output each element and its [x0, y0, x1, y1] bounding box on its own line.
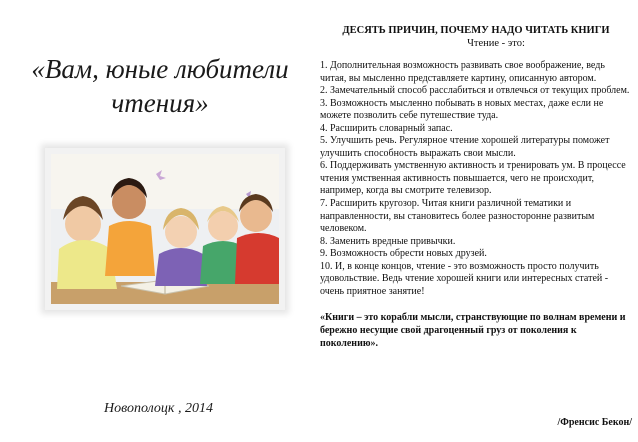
- reasons-subheading: Чтение - это:: [467, 38, 525, 49]
- reason-item: 6. Поддерживать умственную активность и тренировать ум. В процессе чтения умственная активность повышается, чего не происходит, например, когда вы смотрите телевизор.: [320, 160, 626, 197]
- bacon-quote: «Книги – это корабли мысли, странствующие по волнам времени и бережно несущие свой драгоценный груз от поколения к поколению».: [320, 312, 626, 350]
- reason-item: 4. Расширить словарный запас.: [320, 122, 453, 134]
- reason-item: 7. Расширить кругозор. Читая книги различной тематики и направленности, вы становитесь более разносторонне развитым человеком.: [320, 198, 595, 235]
- reason-item: 8. Заменить вредные привычки.: [320, 235, 456, 247]
- reason-item: 5. Улучшить речь. Регулярное чтение хорошей литературы поможет улучшить способность выражать свои мысли.: [320, 135, 610, 159]
- reason-item: 1. Дополнительная возможность развивать свое воображение, ведь читая, вы мысленно представляете картину, описанную автором.: [320, 60, 605, 84]
- reason-item: 9. Возможность обрести новых друзей.: [320, 248, 487, 260]
- reason-item: 2. Замечательный способ расслабиться и отвлечься от текущих проблем.: [320, 85, 630, 97]
- left-title: «Вам, юные любители чтения»: [31, 54, 289, 118]
- quote-author: /Френсис Бекон/: [557, 417, 632, 428]
- reasons-list: [320, 60, 632, 298]
- reasons-column: [320, 24, 632, 350]
- reason-item: 3. Возможность мысленно побывать в новых местах, даже если не можете позволить себе путешествие туда.: [320, 97, 604, 122]
- reasons-heading: ДЕСЯТЬ ПРИЧИН, ПОЧЕМУ НАДО ЧИТАТЬ КНИГИ: [342, 25, 610, 36]
- footer-city-year: Новополоцк , 2014: [104, 401, 213, 416]
- reason-item: 10. И, в конце концов, чтение - это возможность просто получить удовольствие. Ведь чтение хорошей книги или интересных статей - очень приятное занятие!: [320, 260, 609, 297]
- children-reading-photo: [51, 154, 279, 304]
- children-reading-photo-frame: [45, 148, 285, 310]
